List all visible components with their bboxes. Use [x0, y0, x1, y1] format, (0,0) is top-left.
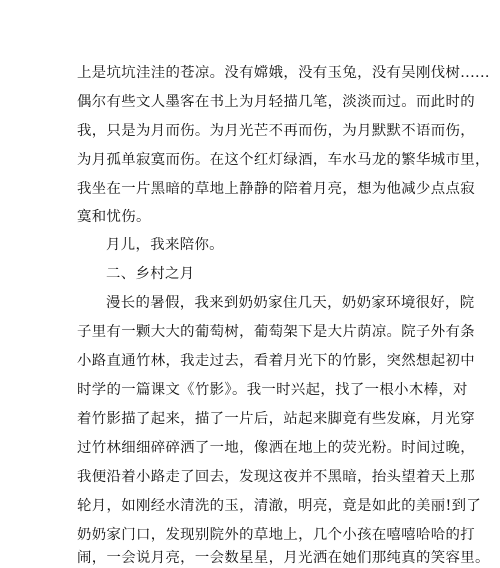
- paragraph-1-line-3: 我，只是为月而伤。为月光芒不再而伤，为月默默不语而伤，: [77, 123, 475, 139]
- paragraph-3-line-7: 我便沿着小路走了回去，发现这夜并不黑暗，抬头望着天上那: [77, 469, 475, 485]
- paragraph-1-line-6: 寞和忧伤。: [77, 209, 151, 225]
- section-heading: 二、乡村之月: [106, 266, 195, 282]
- paragraph-3-line-6: 过竹林细细碎碎洒了一地，像洒在地上的荧光粉。时间过晚，: [77, 440, 475, 456]
- paragraph-3-line-1: 漫长的暑假，我来到奶奶家住几天，奶奶家环境很好，院: [106, 295, 475, 311]
- paragraph-1-line-4: 为月孤单寂寞而伤。在这个红灯绿酒，车水马龙的繁华城市里，: [77, 152, 490, 168]
- paragraph-1-line-1: 上是坑坑洼洼的苍凉。没有嫦娥，没有玉兔，没有吴刚伐树......: [77, 65, 490, 81]
- paragraph-3-line-5: 着竹影描了起来，描了一片后，站起来脚竟有些发麻，月光穿: [77, 411, 475, 427]
- paragraph-1-line-2: 偶尔有些文人墨客在书上为月轻描几笔，淡淡而过。而此时的: [77, 94, 475, 110]
- paragraph-1-line-5: 我坐在一片黑暗的草地上静静的陪着月亮，想为他减少点点寂: [77, 181, 475, 197]
- paragraph-3-line-10: 闹，一会说月亮，一会数星星，月光洒在她们那纯真的笑容里。: [77, 550, 490, 566]
- paragraph-2: 月儿，我来陪你。: [106, 237, 224, 253]
- paragraph-3-line-8: 轮月，如刚经水清洗的玉，清澈，明亮，竟是如此的美丽!到了: [77, 498, 482, 514]
- paragraph-3-line-4: 时学的一篇课文《竹影》。我一时兴起，找了一根小木棒，对: [77, 382, 468, 398]
- paragraph-3-line-9: 奶奶家门口，发现别院外的草地上，几个小孩在嘻嘻哈哈的打: [77, 527, 475, 543]
- paragraph-3-line-2: 子里有一颗大大的葡萄树，葡萄架下是大片荫凉。院子外有条: [77, 324, 475, 340]
- paragraph-3-line-3: 小路直通竹林，我走过去，看着月光下的竹影，突然想起初中: [77, 353, 475, 369]
